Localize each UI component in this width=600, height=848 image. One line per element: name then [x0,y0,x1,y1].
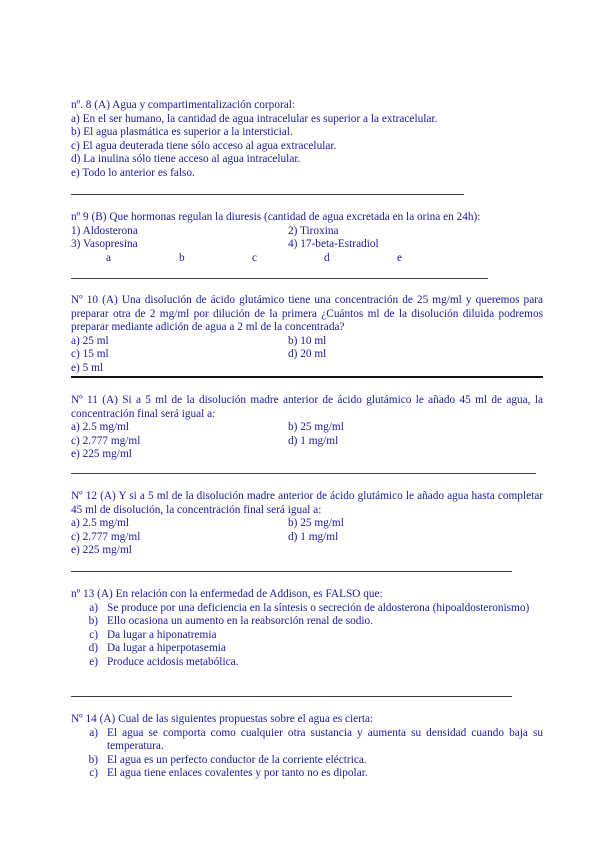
option-marker: b) [88,753,98,766]
question-10-option-a: a) 25 ml [71,334,109,347]
option-text: El agua se comporta como cualquier otra sustancia y aumenta su densidad cuando baja su temperatura. [107,726,543,753]
question-10-option-b: b) 10 ml [288,334,327,347]
question-9-item-1: 1) Aldosterona [71,224,138,237]
question-11-option-a: a) 2.5 mg/ml [71,421,130,434]
question-13-option-c [71,629,543,643]
answer-letter-a: a [106,251,112,264]
separator-rule [71,696,512,697]
question-10 [71,294,543,376]
separator-rule [71,194,464,195]
question-11-row-1 [71,421,543,435]
option-text: El agua tiene enlaces covalentes y por tanto no es dipolar. [107,767,368,780]
question-8-option-d: d) La inulina sólo tiene acceso al agua intracelular. [71,153,301,166]
question-10-option-e: e) 5 ml [71,361,103,374]
question-9-answer-letters [71,252,543,266]
question-13-option-e [71,656,543,670]
option-text: El agua es un perfecto conductor de la corriente eléctrica. [107,753,367,766]
option-marker: e) [89,655,98,668]
option-marker: c) [89,767,98,780]
question-11-text: Nº 11 (A) Si a 5 ml de la disolución madre anterior de ácido glutámico le añado 45 ml de agua, la concentración final será igual a: [71,394,543,420]
option-text: Da lugar a hiponatremia [107,628,217,641]
option-marker: c) [89,628,98,641]
question-14-option-b [71,754,543,768]
question-8-option-a: a) En el ser humano, la cantidad de agua intracelular es superior a la extracelular. [71,112,438,125]
question-12 [71,490,543,558]
question-10-option-d: d) 20 ml [288,348,327,361]
option-marker: a) [89,601,98,614]
option-text: Se produce por una deficiencia en la síntesis o secreción de aldosterona (hipoaldosteronismo) [107,601,530,614]
question-12-option-e: e) 225 mg/ml [71,544,132,557]
question-9 [71,211,543,266]
question-12-option-c: c) 2.777 mg/ml [71,530,141,543]
question-11-option-e: e) 225 mg/ml [71,448,132,461]
option-marker: d) [88,642,98,655]
question-9-title: nº 9 (B) Que hormonas regulan la diuresis (cantidad de agua excretada en la orina en 24h): [71,211,481,223]
question-11-row-2 [71,435,543,449]
question-8-option-b: b) El agua plasmática es superior a la intersticial. [71,126,293,139]
option-text: Da lugar a hiperpotasemia [107,642,226,655]
question-10-option-c: c) 15 ml [71,348,109,361]
option-marker: b) [88,615,98,628]
question-9-row-2 [71,238,543,252]
question-9-item-2: 2) Tiroxina [288,224,339,237]
question-14-title: Nº 14 (A) Cual de las siguientes propuestas sobre el agua es cierta: [71,713,374,725]
question-12-option-a: a) 2.5 mg/ml [71,517,130,530]
question-8-option-e: e) Todo lo anterior es falso. [71,166,195,179]
question-13-option-a [71,602,543,616]
option-text: Ello ocasiona un aumento en la reabsorción renal de sodio. [107,615,374,628]
question-12-text: Nº 12 (A) Y si a 5 ml de la disolución madre anterior de ácido glutámico le añado agua hasta completar 45 ml de disolución, la concentración final será igual a: [71,490,543,516]
separator-rule [71,473,536,474]
question-9-item-4: 4) 17-beta-Estradiol [288,238,379,251]
question-12-option-b: b) 25 mg/ml [288,517,344,530]
question-13 [71,588,543,670]
question-11 [71,394,543,462]
separator-rule [71,278,488,279]
option-text: Produce acidosis metabólica. [107,655,239,668]
question-9-row-1 [71,225,543,239]
question-13-option-b [71,615,543,629]
question-11-option-b: b) 25 mg/ml [288,421,344,434]
question-8 [71,99,543,181]
question-11-option-c: c) 2.777 mg/ml [71,434,141,447]
question-14 [71,713,543,781]
option-marker: a) [89,726,98,739]
question-11-option-d: d) 1 mg/ml [288,434,339,447]
separator-rule-thick [71,376,543,378]
question-12-option-d: d) 1 mg/ml [288,530,339,543]
question-12-row-1 [71,517,543,531]
question-10-text: Nº 10 (A) Una disolución de ácido glutámico tiene una concentración de 25 mg/ml y queremos para preparar otra de 2 mg/ml por dilución de la primera ¿Cuántos ml de la disolución diluida podremos preparar mediante adición de agua a 2 ml de la concentrada? [71,294,543,334]
answer-letter-e: e [397,251,403,264]
question-14-option-a [71,727,543,754]
question-9-item-3: 3) Vasopresina [71,238,138,251]
question-13-option-d [71,642,543,656]
question-14-option-c [71,767,543,781]
answer-letter-b: b [179,251,185,264]
answer-letter-d: d [324,251,330,264]
question-13-title: nº 13 (A) En relación con la enfermedad de Addison, es FALSO que: [71,588,383,600]
question-8-option-c: c) El agua deuterada tiene sólo acceso al agua extracelular. [71,139,337,152]
answer-letter-c: c [252,251,258,264]
question-10-row-2 [71,348,543,362]
separator-rule [71,571,512,572]
question-10-row-1 [71,335,543,349]
question-12-row-2 [71,531,543,545]
question-8-title: nº. 8 (A) Agua y compartimentalización corporal: [71,99,296,111]
